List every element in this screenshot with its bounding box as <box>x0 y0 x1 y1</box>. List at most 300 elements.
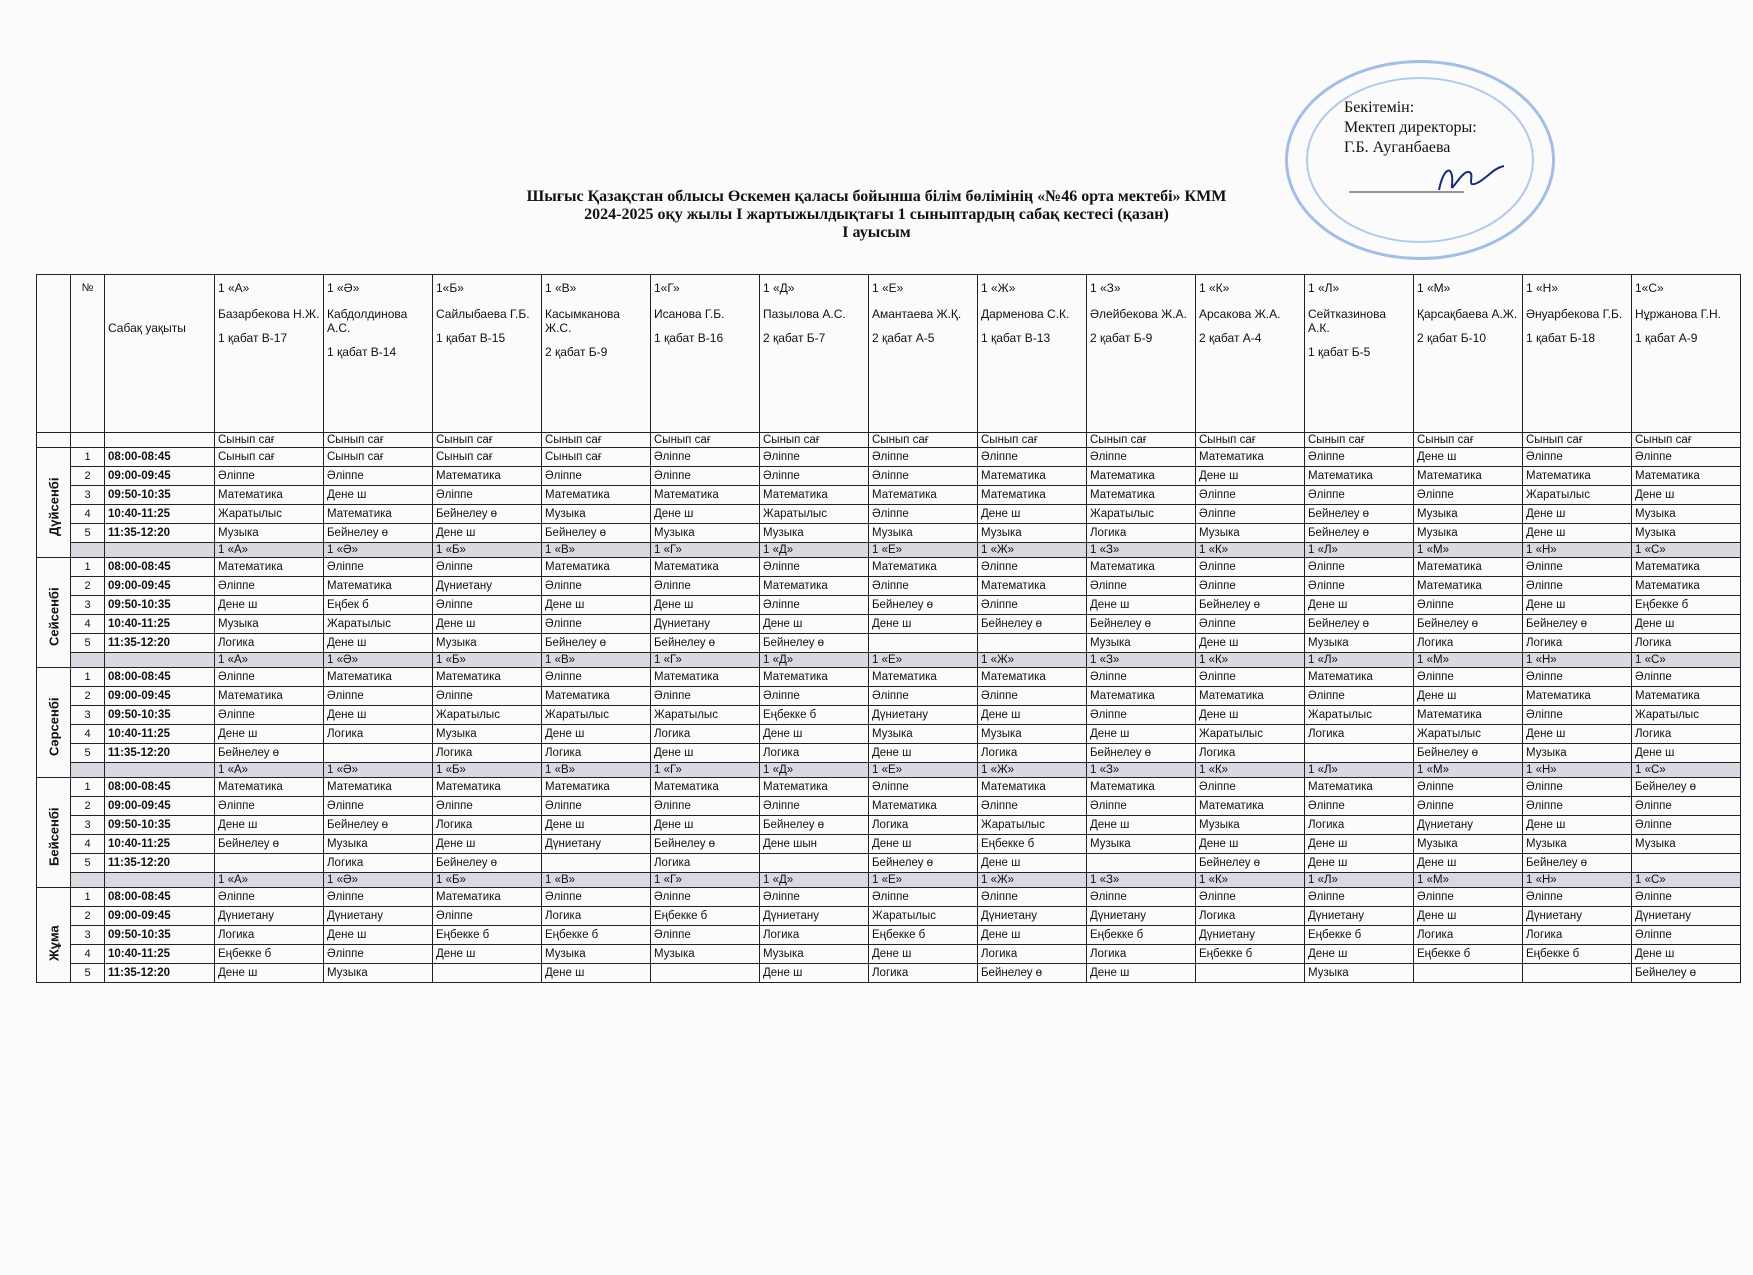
lesson-cell: Еңбекке б <box>1087 926 1196 945</box>
lesson-cell: Дене ш <box>1523 524 1632 543</box>
lesson-cell: 1 «Г» <box>651 873 760 888</box>
lesson-cell: Дене ш <box>433 835 542 854</box>
lesson-cell: Математика <box>869 797 978 816</box>
lesson-cell: Еңбекке б <box>1414 945 1523 964</box>
lesson-row <box>37 945 1741 964</box>
num-cell <box>71 653 105 668</box>
lesson-time: 09:00-09:45 <box>105 687 215 706</box>
lesson-number: 4 <box>71 835 105 854</box>
lesson-cell: Сынып сағ <box>215 433 324 448</box>
lesson-cell: Дене ш <box>651 744 760 763</box>
lesson-cell: Әліппе <box>651 687 760 706</box>
lesson-row <box>37 778 1741 797</box>
lesson-cell: Әліппе <box>542 797 651 816</box>
lesson-cell: Дене ш <box>1196 467 1305 486</box>
lesson-cell: Дене ш <box>978 505 1087 524</box>
lesson-cell: Логика <box>433 744 542 763</box>
lesson-cell: Әліппе <box>869 505 978 524</box>
lesson-time: 09:00-09:45 <box>105 797 215 816</box>
lesson-cell: Еңбекке б <box>1523 945 1632 964</box>
lesson-number: 1 <box>71 778 105 797</box>
lesson-cell: Әліппе <box>1414 668 1523 687</box>
lesson-cell: Әліппе <box>1305 577 1414 596</box>
lesson-cell: 1 «З» <box>1087 763 1196 778</box>
class-name: 1 «Ә» <box>327 281 360 295</box>
lesson-row <box>37 577 1741 596</box>
lesson-cell: Жаратылыс <box>1523 486 1632 505</box>
lesson-cell: Бейнелеу ө <box>542 524 651 543</box>
lesson-cell: Әліппе <box>1523 577 1632 596</box>
lesson-cell: 1 «Б» <box>433 653 542 668</box>
day-cell <box>37 558 71 668</box>
lesson-cell: Музыка <box>1196 816 1305 835</box>
lesson-row <box>37 448 1741 467</box>
room-label: 2 қабат Б-10 <box>1417 331 1486 345</box>
lesson-cell: Бейнелеу ө <box>1305 615 1414 634</box>
lesson-cell: 1 «Б» <box>433 873 542 888</box>
lesson-cell: Дүниетану <box>215 907 324 926</box>
lesson-cell: Дене ш <box>978 854 1087 873</box>
lesson-cell: Логика <box>1414 634 1523 653</box>
time-cell <box>105 653 215 668</box>
lesson-cell: Әліппе <box>542 467 651 486</box>
lesson-cell: Әліппе <box>1087 668 1196 687</box>
lesson-number: 4 <box>71 615 105 634</box>
lesson-cell: Жаратылыс <box>215 505 324 524</box>
lesson-cell: Әліппе <box>1414 486 1523 505</box>
lesson-time: 11:35-12:20 <box>105 964 215 983</box>
lesson-row <box>37 797 1741 816</box>
lesson-cell: Дене ш <box>760 964 869 983</box>
lesson-cell: Еңбекке б <box>651 907 760 926</box>
lesson-time: 11:35-12:20 <box>105 744 215 763</box>
day-name: Сәрсенбі <box>46 697 61 756</box>
lesson-time: 09:50-10:35 <box>105 816 215 835</box>
lesson-cell: Дене ш <box>651 596 760 615</box>
lesson-cell: Әліппе <box>1305 486 1414 505</box>
lesson-cell: Әліппе <box>1196 577 1305 596</box>
lesson-time: 08:00-08:45 <box>105 778 215 797</box>
lesson-cell: 1 «Ә» <box>324 653 433 668</box>
lesson-cell: 1 «Ә» <box>324 763 433 778</box>
lesson-row <box>37 816 1741 835</box>
document-title: Шығыс Қазақстан облысы Өскемен қаласы бойынша білім бөлімінің «№46 орта мектебі» КММ <box>526 188 1227 205</box>
lesson-row <box>37 634 1741 653</box>
lesson-cell: Бейнелеу ө <box>1414 615 1523 634</box>
lesson-cell: Логика <box>1523 634 1632 653</box>
lesson-cell: Дене ш <box>215 596 324 615</box>
lesson-cell: Дене ш <box>1305 854 1414 873</box>
teacher-name: Пазылова А.С. <box>763 307 846 321</box>
lesson-cell: Әліппе <box>1523 558 1632 577</box>
teacher-name: Базарбекова Н.Ж. <box>218 307 320 321</box>
lesson-cell: Жаратылыс <box>869 907 978 926</box>
lesson-cell: Бейнелеу ө <box>760 634 869 653</box>
lesson-cell: Дүниетану <box>433 577 542 596</box>
lesson-cell: 1 «Д» <box>760 543 869 558</box>
lesson-cell: 1 «Ж» <box>978 543 1087 558</box>
lesson-cell: Әліппе <box>542 577 651 596</box>
lesson-cell: Математика <box>760 778 869 797</box>
lesson-cell: 1 «В» <box>542 543 651 558</box>
teacher-name: Кабдолдинова А.С. <box>327 307 408 335</box>
lesson-cell: Музыка <box>542 945 651 964</box>
lesson-cell: Бейнелеу ө <box>1632 964 1741 983</box>
class-name: 1 «Н» <box>1526 281 1559 295</box>
lesson-number: 3 <box>71 486 105 505</box>
lesson-cell <box>1414 964 1523 983</box>
lesson-cell: Дүниетану <box>1305 907 1414 926</box>
lesson-cell: Музыка <box>1196 524 1305 543</box>
class-header-0 <box>215 275 324 433</box>
lesson-cell: 1 «Е» <box>869 653 978 668</box>
lesson-cell: 1 «А» <box>215 873 324 888</box>
lesson-cell: Математика <box>1196 687 1305 706</box>
lesson-cell: Логика <box>1196 744 1305 763</box>
lesson-cell: Дүниетану <box>1087 907 1196 926</box>
room-label: 1 қабат Б-5 <box>1308 345 1371 359</box>
lesson-cell: Әліппе <box>651 888 760 907</box>
lesson-cell <box>542 854 651 873</box>
lesson-cell: 1 «К» <box>1196 873 1305 888</box>
lesson-cell: Музыка <box>542 505 651 524</box>
lesson-cell: Дене шын <box>760 835 869 854</box>
lesson-cell: Дене ш <box>433 945 542 964</box>
approval-line-3: Г.Б. Ауганбаева <box>1344 139 1451 156</box>
lesson-cell: Математика <box>869 558 978 577</box>
lesson-cell: Әліппе <box>1305 797 1414 816</box>
lesson-cell: Дене ш <box>760 615 869 634</box>
lesson-cell: Математика <box>542 687 651 706</box>
lesson-cell: 1 «Е» <box>869 543 978 558</box>
lesson-cell: Жаратылыс <box>433 706 542 725</box>
lesson-cell: 1 «А» <box>215 543 324 558</box>
lesson-cell: Математика <box>760 668 869 687</box>
lesson-cell: Дүниетану <box>869 706 978 725</box>
lesson-cell: Дене ш <box>651 816 760 835</box>
lesson-cell: Музыка <box>1632 524 1741 543</box>
class-header-11 <box>1414 275 1523 433</box>
lesson-cell: 1 «Н» <box>1523 653 1632 668</box>
lesson-cell: Әліппе <box>324 558 433 577</box>
lesson-cell: Дене ш <box>324 706 433 725</box>
lesson-cell: Бейнелеу ө <box>433 505 542 524</box>
lesson-cell: Математика <box>1305 778 1414 797</box>
lesson-cell: Математика <box>1305 467 1414 486</box>
lesson-cell: Музыка <box>760 945 869 964</box>
lesson-cell: 1 «Л» <box>1305 653 1414 668</box>
room-label: 1 қабат В-17 <box>218 331 288 345</box>
lesson-cell: Музыка <box>215 524 324 543</box>
column-number-header: № <box>71 275 105 433</box>
lesson-cell <box>760 854 869 873</box>
lesson-cell: 1 «Б» <box>433 543 542 558</box>
lesson-cell: Сынып сағ <box>978 433 1087 448</box>
lesson-cell: Әліппе <box>1632 926 1741 945</box>
lesson-cell: Сынып сағ <box>433 433 542 448</box>
lesson-cell: Жаратылыс <box>651 706 760 725</box>
class-name: 1 «Е» <box>872 281 904 295</box>
lesson-cell: 1 «С» <box>1632 763 1741 778</box>
lesson-number: 5 <box>71 524 105 543</box>
lesson-cell: 1 «Ж» <box>978 873 1087 888</box>
lesson-cell: Әліппе <box>978 448 1087 467</box>
lesson-cell: Математика <box>1414 558 1523 577</box>
lesson-cell: Әліппе <box>542 615 651 634</box>
lesson-cell: Дене ш <box>1305 835 1414 854</box>
lesson-number: 5 <box>71 634 105 653</box>
lesson-time: 09:00-09:45 <box>105 577 215 596</box>
lesson-cell: Әліппе <box>215 797 324 816</box>
lesson-time: 10:40-11:25 <box>105 615 215 634</box>
lesson-cell: Әліппе <box>1632 797 1741 816</box>
lesson-cell: Әліппе <box>760 596 869 615</box>
room-label: 1 қабат В-13 <box>981 331 1051 345</box>
lesson-cell: Дүниетану <box>651 615 760 634</box>
lesson-cell: Әліппе <box>1196 615 1305 634</box>
lesson-cell: Музыка <box>324 964 433 983</box>
lesson-cell: Дене ш <box>215 816 324 835</box>
lesson-cell: 1 «Г» <box>651 763 760 778</box>
lesson-cell: Әліппе <box>1414 797 1523 816</box>
lesson-cell: Әліппе <box>978 797 1087 816</box>
lesson-cell: Әліппе <box>215 668 324 687</box>
lesson-cell: Бейнелеу ө <box>1523 854 1632 873</box>
lesson-cell <box>1196 964 1305 983</box>
lesson-cell: Музыка <box>869 725 978 744</box>
lesson-cell: Музыка <box>1305 634 1414 653</box>
lesson-cell: Бейнелеу ө <box>542 634 651 653</box>
lesson-cell: Сынып сағ <box>1523 433 1632 448</box>
approval-line-2: Мектеп директоры: <box>1344 119 1477 136</box>
lesson-cell: Әліппе <box>869 778 978 797</box>
class-header-4 <box>651 275 760 433</box>
lesson-cell: Еңбекке б <box>433 926 542 945</box>
lesson-cell: 1 «Л» <box>1305 873 1414 888</box>
lesson-cell: Еңбекке б <box>1632 596 1741 615</box>
lesson-time: 11:35-12:20 <box>105 854 215 873</box>
teacher-name: Дарменова С.К. <box>981 307 1070 321</box>
lesson-time: 08:00-08:45 <box>105 448 215 467</box>
lesson-cell: Әліппе <box>978 888 1087 907</box>
lesson-cell: Дүниетану <box>1196 926 1305 945</box>
lesson-row <box>37 854 1741 873</box>
lesson-cell: 1 «З» <box>1087 543 1196 558</box>
lesson-cell: Логика <box>433 816 542 835</box>
lesson-cell: Дене ш <box>1305 596 1414 615</box>
lesson-cell: Жаратылыс <box>1305 706 1414 725</box>
lesson-cell: Музыка <box>1305 964 1414 983</box>
lesson-cell: Бейнелеу ө <box>651 835 760 854</box>
groups-row <box>37 543 1741 558</box>
lesson-cell: Сынып сағ <box>869 433 978 448</box>
lesson-cell: Әліппе <box>324 888 433 907</box>
lesson-cell: Сынып сағ <box>1087 433 1196 448</box>
lesson-cell: Бейнелеу ө <box>1087 744 1196 763</box>
teacher-name: Исанова Г.Б. <box>654 307 725 321</box>
class-header-10 <box>1305 275 1414 433</box>
lesson-cell: Әліппе <box>1523 668 1632 687</box>
room-label: 1 қабат А-9 <box>1635 331 1698 345</box>
lesson-cell: Дене ш <box>1087 816 1196 835</box>
lesson-cell: Логика <box>1305 725 1414 744</box>
lesson-row <box>37 926 1741 945</box>
lesson-row <box>37 725 1741 744</box>
lesson-time: 09:50-10:35 <box>105 486 215 505</box>
class-name: 1 «Ж» <box>981 281 1016 295</box>
lesson-cell: Математика <box>1196 448 1305 467</box>
lesson-cell: 1 «М» <box>1414 763 1523 778</box>
lesson-cell: Дене ш <box>1523 505 1632 524</box>
lesson-number: 2 <box>71 577 105 596</box>
day-cell <box>37 448 71 558</box>
lesson-cell: 1 «Е» <box>869 763 978 778</box>
lesson-cell <box>324 744 433 763</box>
lesson-cell: Әліппе <box>1196 668 1305 687</box>
lesson-cell: Дене ш <box>1087 964 1196 983</box>
lesson-cell: Дене ш <box>869 945 978 964</box>
lesson-cell: Математика <box>1305 668 1414 687</box>
lesson-cell: Математика <box>869 486 978 505</box>
class-name: 1 «Л» <box>1308 281 1340 295</box>
lesson-cell: Математика <box>542 778 651 797</box>
lesson-time: 09:50-10:35 <box>105 596 215 615</box>
schedule-table <box>36 274 1741 983</box>
lesson-cell: Музыка <box>1414 505 1523 524</box>
lesson-row <box>37 706 1741 725</box>
lesson-cell: Музыка <box>978 524 1087 543</box>
lesson-cell: Бейнелеу ө <box>978 964 1087 983</box>
lesson-number: 2 <box>71 797 105 816</box>
lesson-cell: 1 «Л» <box>1305 763 1414 778</box>
class-hour-row <box>37 433 1741 448</box>
lesson-cell: Математика <box>1523 687 1632 706</box>
shift-label: І ауысым <box>842 224 911 241</box>
lesson-cell: Математика <box>215 687 324 706</box>
lesson-cell: Бейнелеу ө <box>1523 615 1632 634</box>
lesson-time: 09:50-10:35 <box>105 926 215 945</box>
lesson-number: 5 <box>71 854 105 873</box>
lesson-number: 1 <box>71 448 105 467</box>
lesson-cell: Әліппе <box>215 706 324 725</box>
lesson-cell: Әліппе <box>215 888 324 907</box>
lesson-cell: 1 «Б» <box>433 763 542 778</box>
lesson-cell: Бейнелеу ө <box>1632 778 1741 797</box>
lesson-cell: Музыка <box>433 725 542 744</box>
lesson-cell: 1 «К» <box>1196 653 1305 668</box>
lesson-cell: Дене ш <box>1196 706 1305 725</box>
document-titles <box>0 188 1753 242</box>
lesson-cell: Әліппе <box>1305 687 1414 706</box>
lesson-cell: Дене ш <box>215 725 324 744</box>
lesson-cell: Сынып сағ <box>1632 433 1741 448</box>
lesson-cell: Бейнелеу ө <box>869 854 978 873</box>
lesson-cell: Әліппе <box>324 945 433 964</box>
class-name: 1«Б» <box>436 281 464 295</box>
lesson-cell: 1 «З» <box>1087 653 1196 668</box>
lesson-cell: Дене ш <box>1087 596 1196 615</box>
lesson-cell: Логика <box>651 725 760 744</box>
lesson-row <box>37 596 1741 615</box>
lesson-cell: Дене ш <box>978 706 1087 725</box>
lesson-cell: 1 «Ә» <box>324 543 433 558</box>
day-spacer <box>37 433 71 448</box>
lesson-cell: Әліппе <box>1414 888 1523 907</box>
lesson-cell: Логика <box>542 744 651 763</box>
lesson-cell: Логика <box>869 964 978 983</box>
lesson-cell: 1 «Ә» <box>324 873 433 888</box>
lesson-time: 09:50-10:35 <box>105 706 215 725</box>
class-name: 1 «З» <box>1090 281 1121 295</box>
lesson-cell: Сынып сағ <box>1305 433 1414 448</box>
lesson-number: 2 <box>71 467 105 486</box>
lesson-cell: Әліппе <box>1632 668 1741 687</box>
lesson-cell: Музыка <box>1087 634 1196 653</box>
lesson-cell: Әліппе <box>651 926 760 945</box>
lesson-cell: Бейнелеу ө <box>1087 615 1196 634</box>
lesson-row <box>37 558 1741 577</box>
lesson-cell: Жаратылыс <box>542 706 651 725</box>
lesson-cell: Математика <box>978 778 1087 797</box>
lesson-cell: Әліппе <box>1087 706 1196 725</box>
lesson-cell: Сынып сағ <box>1414 433 1523 448</box>
class-name: 1 «К» <box>1199 281 1230 295</box>
class-name: 1«Г» <box>654 281 680 295</box>
lesson-cell: Дене ш <box>1632 486 1741 505</box>
lesson-row <box>37 615 1741 634</box>
lesson-cell: Музыка <box>1523 835 1632 854</box>
lesson-cell: Дене ш <box>869 744 978 763</box>
lesson-cell: Әліппе <box>760 888 869 907</box>
lesson-cell: Жаратылыс <box>760 505 869 524</box>
lesson-cell: Математика <box>978 577 1087 596</box>
teacher-name: Сайлыбаева Г.Б. <box>436 307 530 321</box>
lesson-cell: Дене ш <box>542 816 651 835</box>
lesson-cell: Математика <box>1087 778 1196 797</box>
lesson-cell: Математика <box>1414 467 1523 486</box>
lesson-cell: Дене ш <box>433 524 542 543</box>
lesson-cell: Дене ш <box>1087 725 1196 744</box>
class-header-5 <box>760 275 869 433</box>
lesson-cell: Музыка <box>978 725 1087 744</box>
lesson-cell: Бейнелеу ө <box>978 615 1087 634</box>
lesson-cell: Дене ш <box>1196 835 1305 854</box>
lesson-cell: Математика <box>324 668 433 687</box>
lesson-cell: Сынып сағ <box>760 433 869 448</box>
lesson-cell: Математика <box>651 486 760 505</box>
lesson-cell: Сынып сағ <box>1196 433 1305 448</box>
lesson-cell: 1 «Д» <box>760 653 869 668</box>
lesson-cell: Дене ш <box>324 486 433 505</box>
lesson-cell: Дене ш <box>1414 448 1523 467</box>
lesson-cell: Дүниетану <box>1414 816 1523 835</box>
lesson-cell: Жаратылыс <box>1087 505 1196 524</box>
lesson-number: 5 <box>71 744 105 763</box>
class-header-13 <box>1632 275 1741 433</box>
lesson-time: 10:40-11:25 <box>105 835 215 854</box>
lesson-cell: Әліппе <box>1305 448 1414 467</box>
room-label: 2 қабат А-5 <box>872 331 935 345</box>
document-subtitle: 2024-2025 оқу жылы І жартыжылдықтағы 1 сыныптардың сабақ кестесі (қазан) <box>584 206 1169 223</box>
lesson-cell: Логика <box>1523 926 1632 945</box>
class-header-1 <box>324 275 433 433</box>
lesson-number: 1 <box>71 558 105 577</box>
lesson-row <box>37 486 1741 505</box>
day-name: Сейсенбі <box>46 587 61 646</box>
lesson-cell: Жаратылыс <box>978 816 1087 835</box>
lesson-cell: Математика <box>1632 558 1741 577</box>
lesson-cell: Жаратылыс <box>1632 706 1741 725</box>
